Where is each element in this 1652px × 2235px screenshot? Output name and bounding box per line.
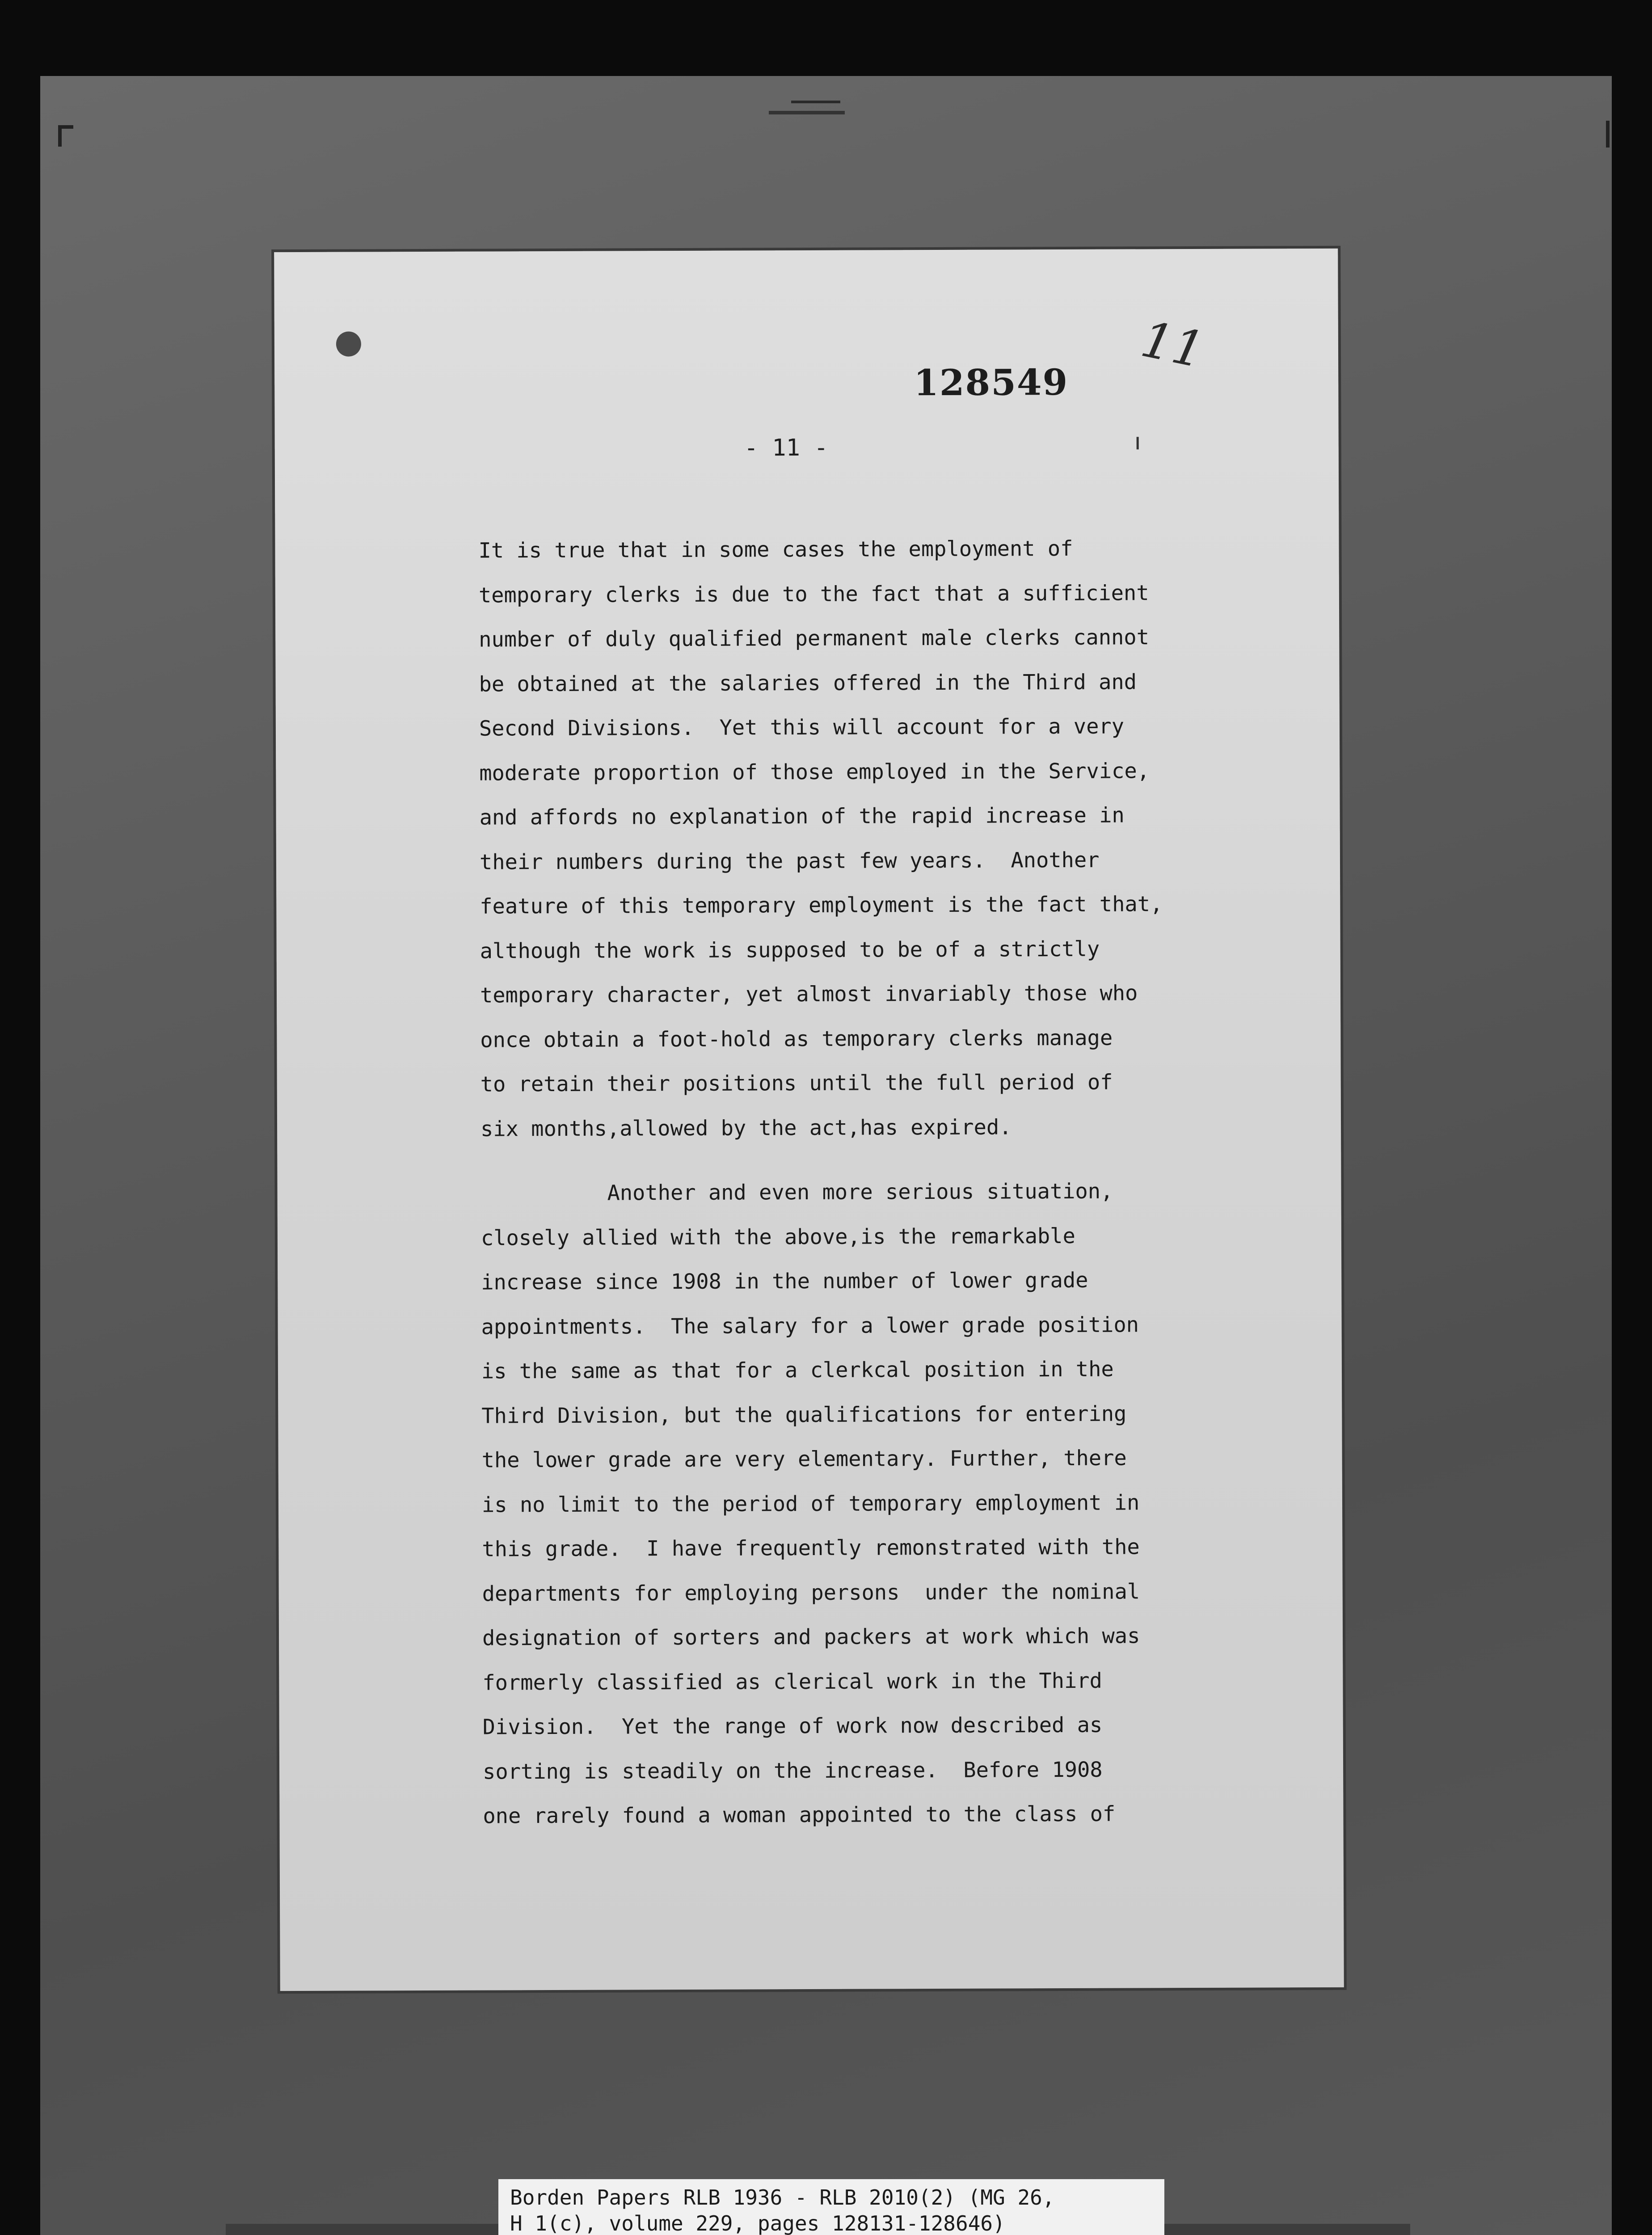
text-line: one rarely found a woman appointed to the class of (483, 1801, 1116, 1829)
typed-page-number: - 11 - (744, 434, 828, 462)
caption-line-1: Borden Papers RLB 1936 - RLB 2010(2) (MG 26, (510, 2185, 1055, 2210)
text-line: although the work is supposed to be of a strictly (480, 936, 1100, 964)
stamped-page-number: 128549 (914, 361, 1069, 404)
source-caption-label (498, 2179, 1164, 2235)
document-body (478, 526, 1296, 1839)
text-line: the lower grade are very elementary. Further, there (481, 1446, 1127, 1473)
text-line: Second Divisions. Yet this will account for a very (479, 714, 1125, 741)
text-line: Division. Yet the range of work now described as (482, 1712, 1103, 1740)
text-line: this grade. I have frequently remonstrated with the (482, 1535, 1140, 1562)
text-line: Third Division, but the qualifications for entering (481, 1401, 1127, 1429)
text-line: formerly classified as clerical work in the Third (482, 1668, 1103, 1695)
text-line: is the same as that for a clerkcal position in the (481, 1357, 1114, 1384)
text-line: once obtain a foot-hold as temporary clerks manage (480, 1025, 1113, 1053)
text-line: is no limit to the period of temporary employment in (481, 1490, 1140, 1518)
text-line: number of duly qualified permanent male clerks cannot (479, 625, 1150, 652)
punch-hole (336, 331, 361, 356)
text-line: designation of sorters and packers at work which was (482, 1624, 1140, 1651)
text-line: six months,allowed by the act,has expired. (480, 1114, 1012, 1142)
frame-top-dash (791, 101, 840, 103)
frame-corner-mark-left (58, 125, 73, 147)
pencil-tick-mark (1137, 437, 1139, 449)
document-page (274, 249, 1344, 1991)
frame-corner-mark-right (1594, 121, 1610, 148)
handwritten-folio-mark: 11 (1136, 310, 1210, 380)
text-line: sorting is steadily on the increase. Before 1908 (482, 1757, 1103, 1784)
text-line: feature of this temporary employment is the fact that, (480, 892, 1163, 919)
paragraph-2 (480, 1168, 1296, 1839)
text-line: their numbers during the past few years. Another (479, 848, 1100, 875)
text-line: Another and even more serious situation, (480, 1179, 1113, 1206)
text-line: and affords no explanation of the rapid increase in (479, 803, 1125, 830)
text-line: temporary character, yet almost invariably those who (480, 981, 1138, 1008)
text-line: temporary clerks is due to the fact that a sufficient (478, 580, 1149, 608)
text-line: departments for employing persons under the nominal (482, 1579, 1140, 1607)
text-line: increase since 1908 in the number of lower grade (481, 1268, 1088, 1295)
text-line: closely allied with the above,is the remarkable (480, 1223, 1075, 1251)
text-line: be obtained at the salaries offered in the Third and (479, 669, 1137, 697)
paragraph-1 (478, 526, 1294, 1151)
text-line: appointments. The salary for a lower grade position (481, 1312, 1139, 1340)
text-line: to retain their positions until the full period of (480, 1070, 1113, 1097)
caption-line-2: H 1(c), volume 229, pages 128131-128646) (510, 2211, 1005, 2235)
text-line: moderate proportion of those employed in the Service, (479, 758, 1150, 786)
text-line: It is true that in some cases the employment of (478, 536, 1073, 563)
frame-top-dash-lower (769, 111, 845, 114)
